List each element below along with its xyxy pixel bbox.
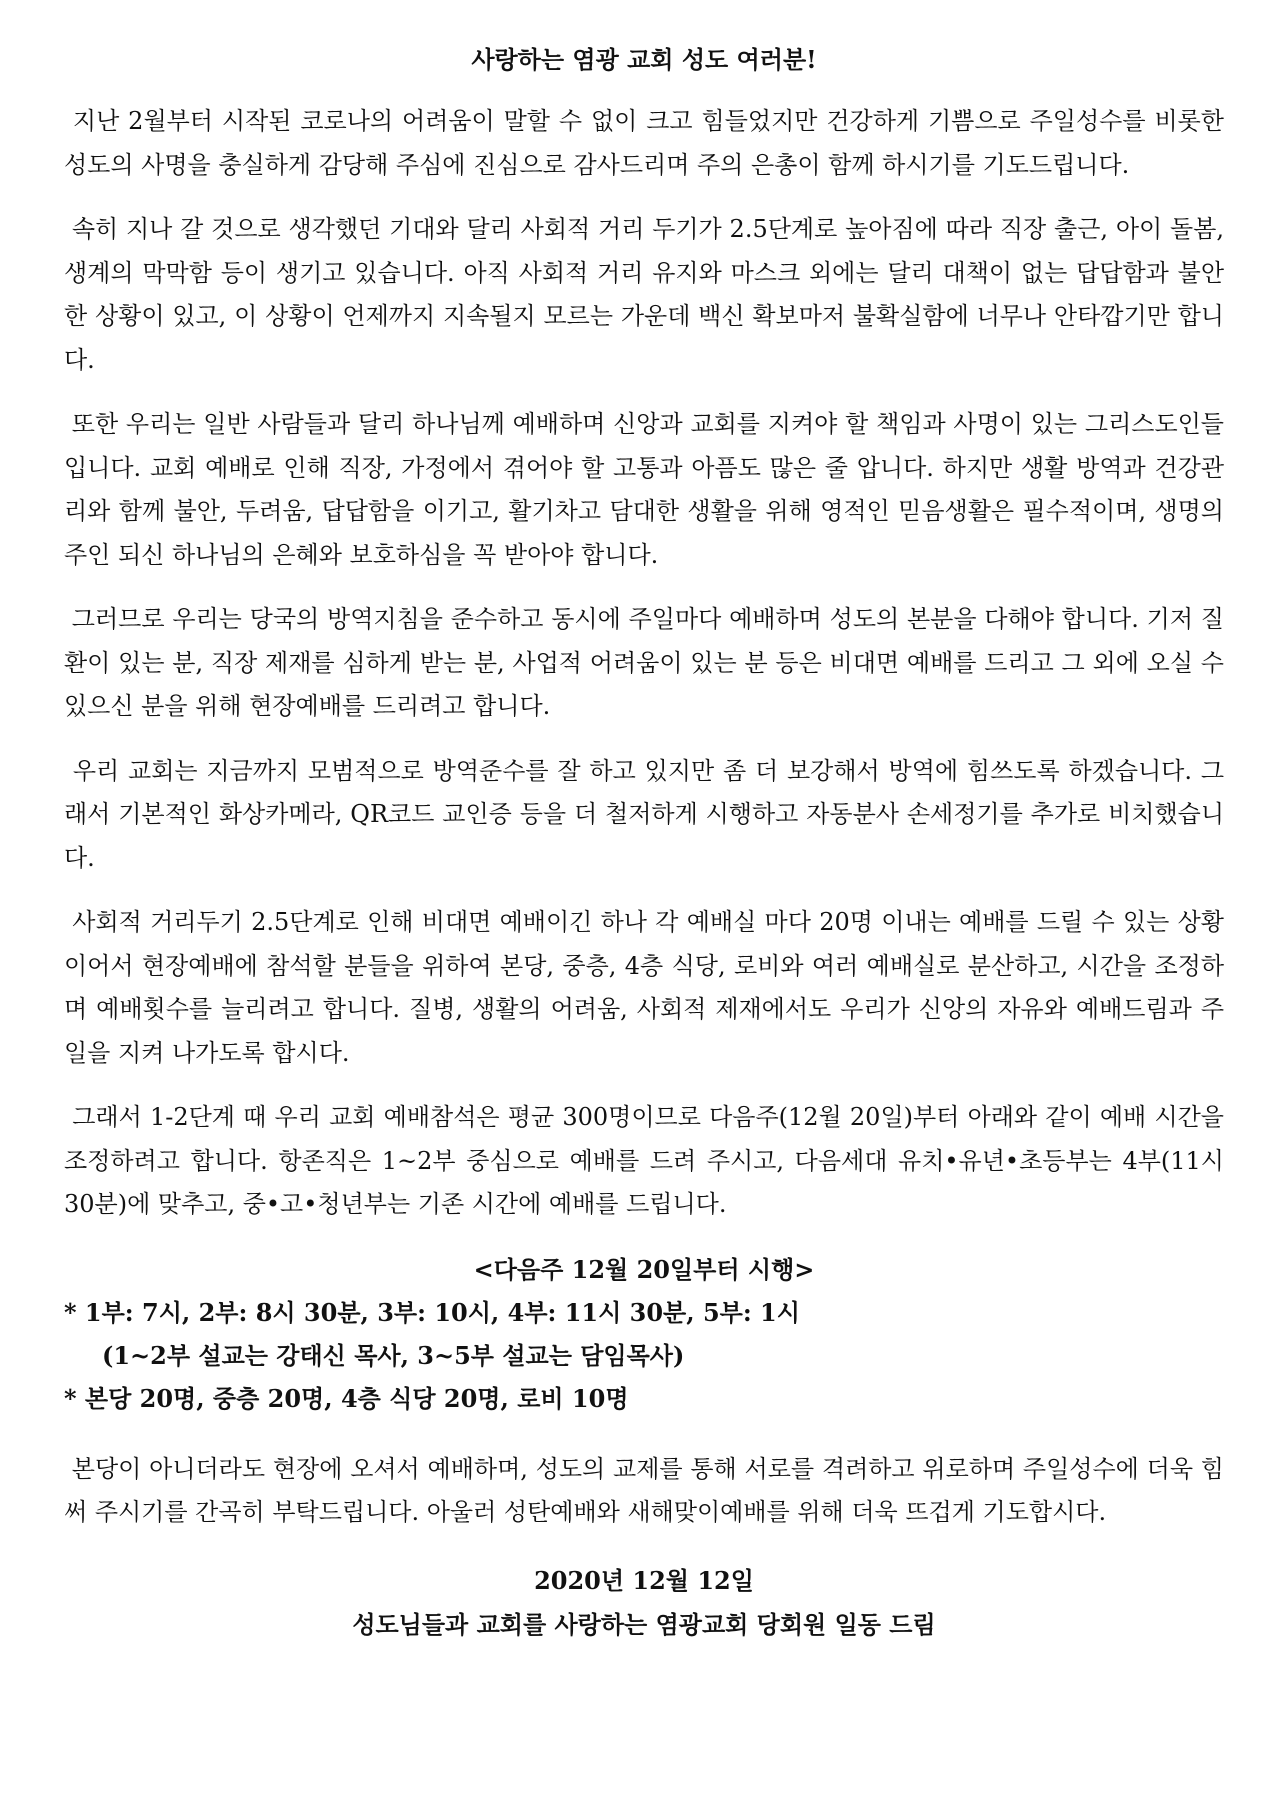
letter-document bbox=[64, 40, 1224, 1647]
paragraph-schedule-intro: 그래서 1-2단계 때 우리 교회 예배참석은 평균 300명이므로 다음주(12월 20일)부터 아래와 같이 예배 시간을 조정하려고 합니다. 항존직은 1~2부 중심으로 예배를 드려 주시고, 다음세대 유치•유년•초등부는 4부(11시 30분)에 맞추고, 중•고•청년부는 기존 시간에 예배를 드립니다. bbox=[64, 1103, 1224, 1218]
paragraph-responsibility: 또한 우리는 일반 사람들과 달리 하나님께 예배하며 신앙과 교회를 지켜야 할 책임과 사명이 있는 그리스도인들입니다. 교회 예배로 인해 직장, 가정에서 겪어야 할 고통과 아픔도 많은 줄 압니다. 하지만 생활 방역과 건강관리와 함께 불안, 두려움, 답답함을 이기고, 활기차고 담대한 생활을 위해 영적인 믿음생활은 필수적이며, 생명의 주인 되신 하나님의 은혜와 보호하심을 꼭 받아야 합니다. bbox=[64, 410, 1224, 569]
schedule-title: <다음주 12월 20일부터 시행> bbox=[473, 1254, 815, 1284]
schedule-times: * 1부: 7시, 2부: 8시 30분, 3부: 10시, 4부: 11시 30분, 5부: 1시 bbox=[64, 1297, 800, 1327]
letter-date: 2020년 12월 12일 bbox=[534, 1565, 754, 1595]
paragraph-closing: 본당이 아니더라도 현장에 오셔서 예배하며, 성도의 교제를 통해 서로를 격려하고 위로하며 주일성수에 더욱 힘써 주시기를 간곡히 부탁드립니다. 아울러 성탄예배와 새해맞이예배를 위해 더욱 뜨겁게 기도합시다. bbox=[64, 1454, 1224, 1526]
paragraph-guidelines: 그러므로 우리는 당국의 방역지침을 준수하고 동시에 주일마다 예배하며 성도의 본분을 다해야 합니다. 기저 질환이 있는 분, 직장 제재를 심하게 받는 분, 사업적 어려움이 있는 분 등은 비대면 예배를 드리고 그 외에 오실 수 있으신 분을 위해 현장예배를 드리려고 합니다. bbox=[64, 605, 1224, 720]
letter-signature: 성도님들과 교회를 사랑하는 염광교회 당회원 일동 드림 bbox=[352, 1609, 936, 1639]
worship-schedule bbox=[64, 1248, 1224, 1420]
paragraph-distribution: 사회적 거리두기 2.5단계로 인해 비대면 예배이긴 하나 각 예배실 마다 20명 이내는 예배를 드릴 수 있는 상황이어서 현장예배에 참석할 분들을 위하여 본당, 중층, 4층 식당, 로비와 여러 예배실로 분산하고, 시간을 조정하며 예배횟수를 늘리려고 합니다. 질병, 생활의 어려움, 사회적 제재에서도 우리가 신앙의 자유와 예배드림과 주일을 지켜 나가도록 합시다. bbox=[64, 908, 1224, 1067]
letter-title: 사랑하는 염광 교회 성도 여러분! bbox=[471, 45, 817, 74]
paragraph-prevention: 우리 교회는 지금까지 모범적으로 방역준수를 잘 하고 있지만 좀 더 보강해서 방역에 힘쓰도록 하겠습니다. 그래서 기본적인 화상카메라, QR코드 교인증 등을 더 철저하게 시행하고 자동분사 손세정기를 추가로 비치했습니다. bbox=[64, 756, 1224, 872]
schedule-preachers: (1~2부 설교는 강태신 목사, 3~5부 설교는 담임목사) bbox=[102, 1340, 685, 1370]
letter-closing bbox=[64, 1559, 1224, 1647]
paragraph-distancing: 속히 지나 갈 것으로 생각했던 기대와 달리 사회적 거리 두기가 2.5단계로 높아짐에 따라 직장 출근, 아이 돌봄, 생계의 막막함 등이 생기고 있습니다. 아직 사회적 거리 유지와 마스크 외에는 달리 대책이 없는 답답함과 불안한 상황이 있고, 이 상황이 언제까지 지속될지 모르는 가운데 백신 확보마저 불확실함에 너무나 안타깝기만 합니다. bbox=[64, 215, 1224, 374]
schedule-capacity: * 본당 20명, 중층 20명, 4층 식당 20명, 로비 10명 bbox=[64, 1383, 629, 1413]
paragraph-gratitude: 지난 2월부터 시작된 코로나의 어려움이 말할 수 없이 크고 힘들었지만 건강하게 기쁨으로 주일성수를 비롯한 성도의 사명을 충실하게 감당해 주심에 진심으로 감사드리며 주의 은총이 함께 하시기를 기도드립니다. bbox=[64, 107, 1224, 179]
